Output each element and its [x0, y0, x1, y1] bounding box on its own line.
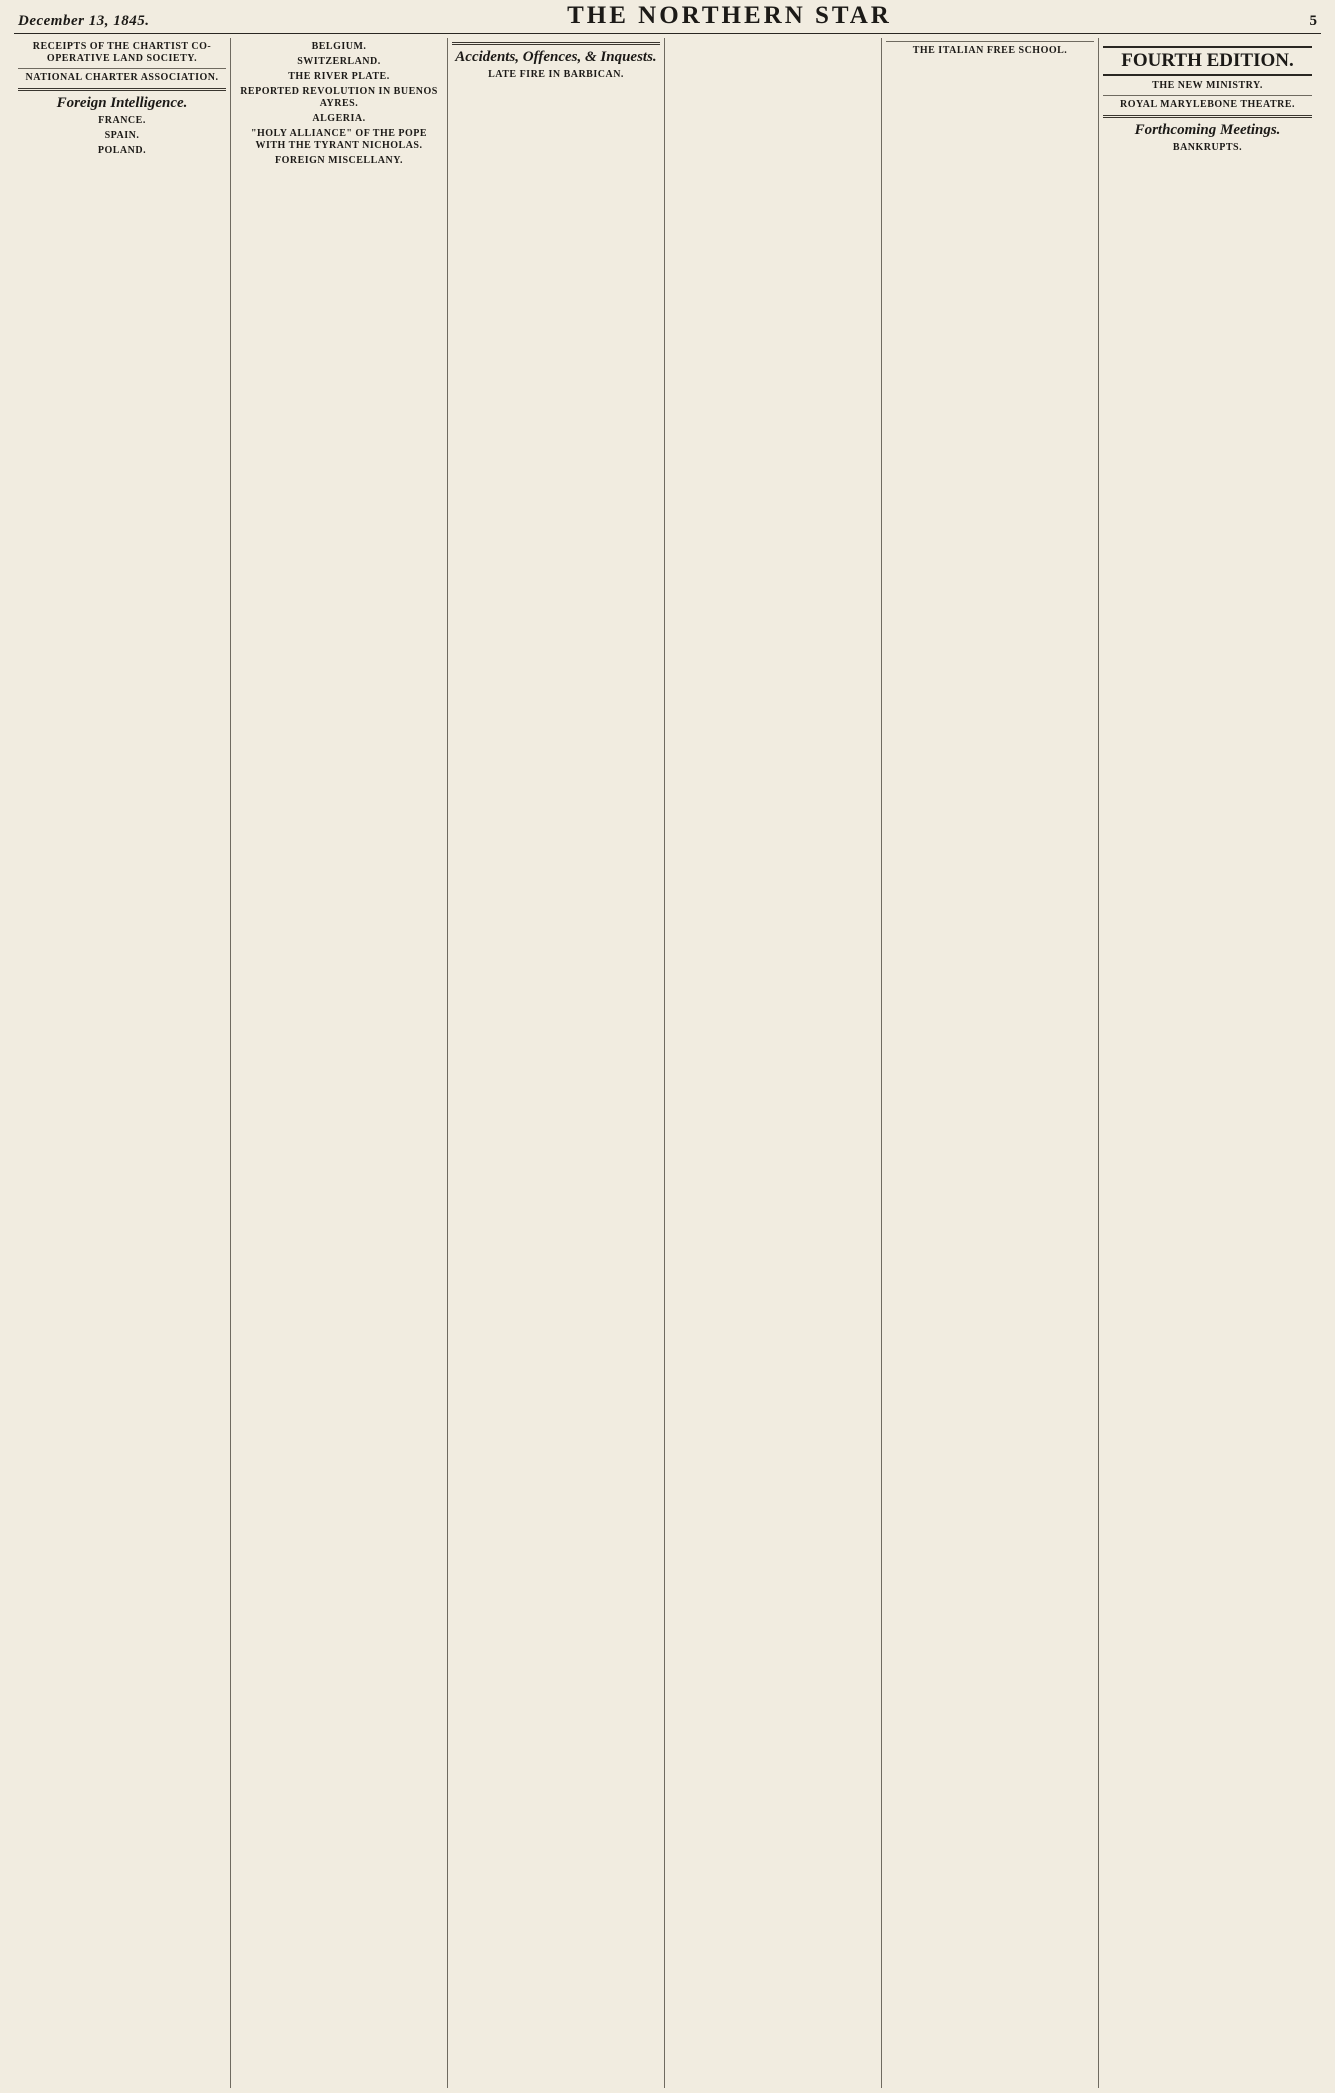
heading-buenos-ayres: REPORTED REVOLUTION IN BUENOS AYRES. — [240, 86, 438, 109]
heading-italian-free-school: THE ITALIAN FREE SCHOOL. — [912, 45, 1068, 56]
heading-belgium: BELGIUM. — [311, 41, 367, 52]
column-5 — [882, 38, 1099, 2088]
heading-receipts: RECEIPTS OF THE CHARTIST CO-OPERATIVE LAND SOCIETY. — [32, 41, 212, 64]
column-4 — [665, 38, 882, 2088]
heading-poland: POLAND. — [97, 145, 147, 156]
heading-holy-alliance: "HOLY ALLIANCE" OF THE POPE WITH THE TYRANT NICHOLAS. — [250, 128, 428, 151]
heading-forthcoming-meetings: Forthcoming Meetings. — [1134, 122, 1281, 138]
heading-algeria: ALGERIA. — [312, 113, 366, 124]
column-2 — [231, 38, 448, 2088]
columns — [14, 38, 1321, 2088]
heading-national: NATIONAL CHARTER ASSOCIATION. — [25, 72, 219, 83]
heading-foreign-intelligence: Foreign Intelligence. — [56, 95, 188, 111]
heading-spain: SPAIN. — [104, 130, 140, 141]
column-6 — [1099, 38, 1316, 2088]
heading-bankrupts: BANKRUPTS. — [1172, 142, 1243, 153]
column-1 — [14, 38, 231, 2088]
heading-barbican-fire: LATE FIRE IN BARBICAN. — [488, 69, 624, 80]
heading-switzerland: SWITZERLAND. — [297, 56, 381, 67]
fourth-edition-banner: FOURTH EDITION. — [1103, 46, 1312, 76]
masthead — [14, 0, 1321, 34]
page-number: 5 — [1309, 13, 1317, 29]
heading-river-plate: THE RIVER PLATE. — [288, 71, 390, 82]
column-3 — [448, 38, 665, 2088]
heading-foreign-miscellany: FOREIGN MISCELLANY. — [274, 155, 404, 166]
newspaper-title: THE NORTHERN STAR — [567, 2, 892, 29]
issue-date: December 13, 1845. — [18, 13, 150, 29]
heading-accidents: Accidents, Offences, & Inquests. — [455, 49, 657, 65]
heading-france: FRANCE. — [98, 115, 146, 126]
heading-new-ministry: THE NEW MINISTRY. — [1152, 80, 1263, 91]
heading-theatre: ROYAL MARYLEBONE THEATRE. — [1119, 99, 1296, 110]
